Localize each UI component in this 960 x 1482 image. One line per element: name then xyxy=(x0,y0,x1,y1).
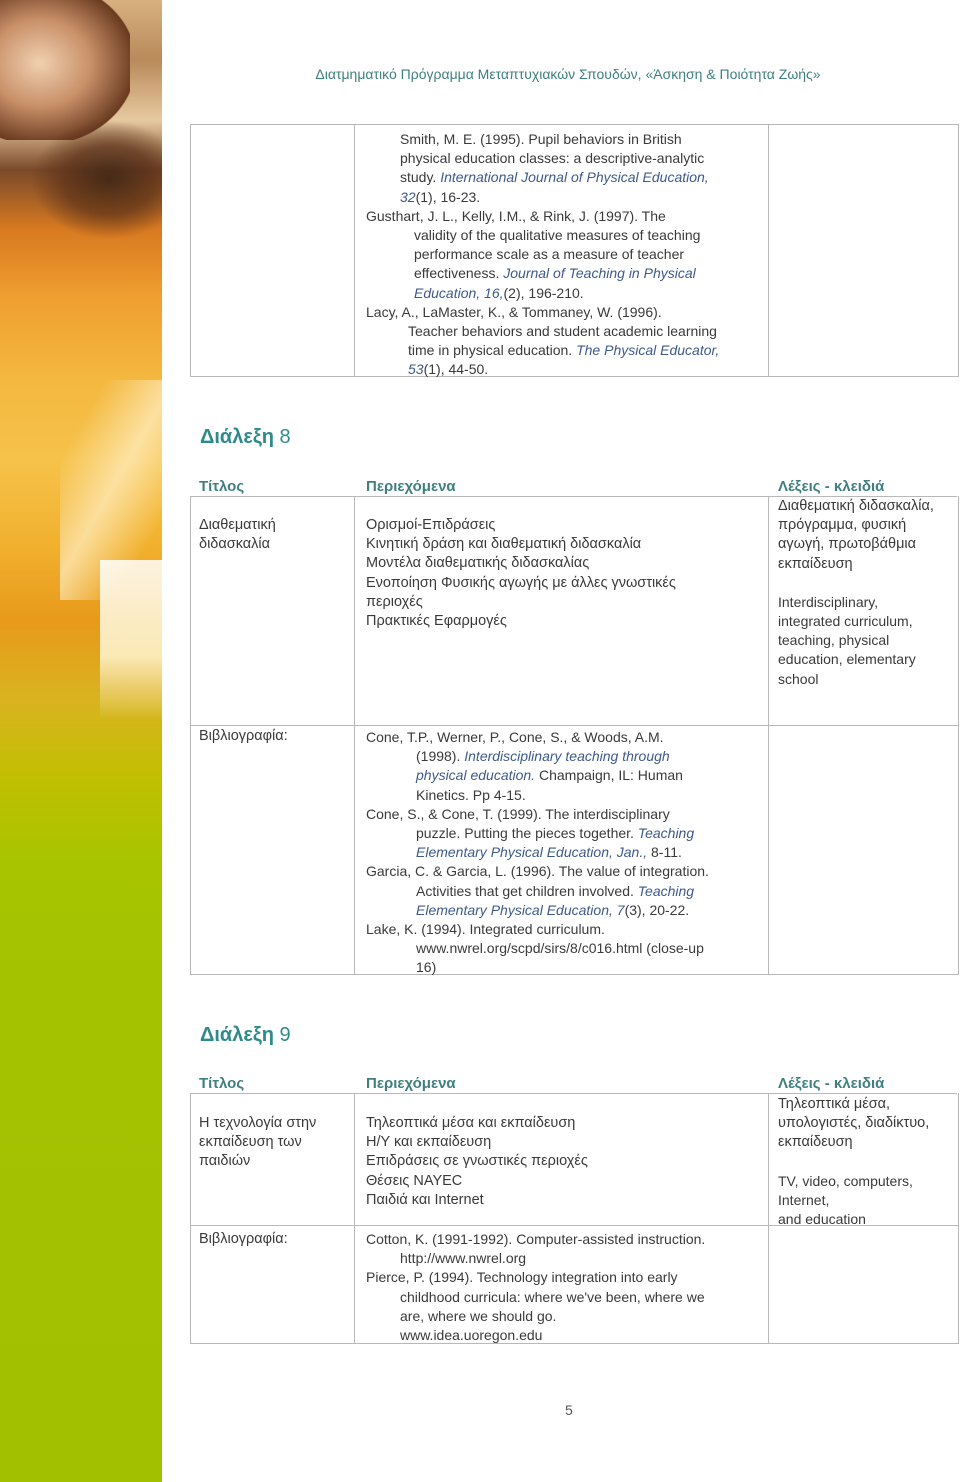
lecture-9-heading: Διάλεξη 9 xyxy=(200,1024,291,1046)
lecture-9-title: Η τεχνολογία στην εκπαίδευση των παιδιών xyxy=(199,1115,317,1170)
reference-list-top xyxy=(366,130,766,380)
lecture-8-col-content: Περιεχόμενα xyxy=(366,478,456,495)
decorative-photo-strip xyxy=(0,0,162,1482)
reference-cone-1998: Cone, T.P., Werner, P., Cone, S., & Woods, A.M. (1998). Interdisciplinary teaching through physical education. Champaign, IL: Human Kinetics. Pp 4-15. xyxy=(366,729,683,803)
reference-cotton-1991: Cotton, K. (1991-1992). Computer-assisted instruction. http://www.nwrel.org xyxy=(366,1231,706,1267)
lecture-8-bibliography xyxy=(366,728,766,978)
reference-gusthart-1997: Gusthart, J. L., Kelly, I.M., & Rink, J. (1997). The validity of the qualitative measures of teaching performance scale as a measure of teacher effectiveness. Journal of Teaching in Physical Education, 16,(2), 196-210. xyxy=(366,207,701,301)
light-glow xyxy=(100,560,162,720)
child-photo-fragment xyxy=(0,0,130,140)
reference-smith-1995: Smith, M. E. (1995). Pupil behaviors in British physical education classes: a descriptive-analytic study. International Journal of Physical Education, 32(1), 16-23. xyxy=(400,131,709,205)
lecture-8-bibliography-label: Βιβλιογραφία: xyxy=(199,728,288,744)
reference-cone-1999: Cone, S., & Cone, T. (1999). The interdisciplinary puzzle. Putting the pieces together. Teaching Elementary Physical Education, Jan., 8-11. xyxy=(366,805,695,861)
lecture-9-keywords: Τηλεοπτικά μέσα, υπολογιστές, διαδίκτυο, εκπαίδευση TV, video, computers, Internet, and education xyxy=(778,1096,930,1228)
lecture-8-col-keywords: Λέξεις - κλειδιά xyxy=(778,478,885,495)
lecture-9-bibliography-label: Βιβλιογραφία: xyxy=(199,1231,288,1247)
lecture-9-bibliography xyxy=(366,1230,766,1345)
child-photo-shadow xyxy=(30,120,162,240)
reference-lacy-1996: Lacy, A., LaMaster, K., & Tommaney, W. (1996). Teacher behaviors and student academic learning time in physical education. The Physical Educator, 53(1), 44-50. xyxy=(366,303,720,378)
page-number: 5 xyxy=(565,1402,573,1418)
lecture-9-contents: Τηλεοπτικά μέσα και εκπαίδευση Η/Υ και εκπαίδευση Επιδράσεις σε γνωστικές περιοχές Θέσεις ΝΑΥΕC Παιδιά και Internet xyxy=(366,1115,588,1208)
lecture-9-col-keywords: Λέξεις - κλειδιά xyxy=(778,1075,885,1092)
lecture-9-col-content: Περιεχόμενα xyxy=(366,1075,456,1092)
lecture-8-title: Διαθεματική διδασκαλία xyxy=(199,517,276,553)
lecture-8-contents: Ορισμοί-Επιδράσεις Κινητική δράση και διαθεματική διδασκαλία Μοντέλα διαθεματικής διδασκαλίας Ενοποίηση Φυσικής αγωγής με άλλες γνωστικές περιοχές Πρακτικές Εφαρμογές xyxy=(366,517,676,630)
page-header-title: Διατμηματικό Πρόγραμμα Μεταπτυχιακών Σπουδών, «Άσκηση & Ποιότητα Ζωής» xyxy=(315,66,821,82)
lecture-8-keywords: Διαθεματική διδασκαλία, πρόγραμμα, φυσική αγωγή, πρωτοβάθμια εκπαίδευση Interdisciplinary, integrated curriculum, teaching, physical education, elementary school xyxy=(778,498,934,687)
reference-lake-1994: Lake, K. (1994). Integrated curriculum. www.nwrel.org/scpd/sirs/8/c016.html (close-up 16) xyxy=(366,921,704,976)
lecture-8-heading: Διάλεξη 8 xyxy=(200,426,291,448)
reference-garcia-1996: Garcia, C. & Garcia, L. (1996). The value of integration. Activities that get children involved. Teaching Elementary Physical Education, 7(3), 20-22. xyxy=(366,863,709,918)
lecture-8-col-title: Τίτλος xyxy=(199,478,245,495)
lecture-9-col-title: Τίτλος xyxy=(199,1075,245,1092)
reference-pierce-1994: Pierce, P. (1994). Technology integration into early childhood curricula: where we've been, where we are, where we should go. www.idea.uoregon.edu xyxy=(366,1269,705,1344)
